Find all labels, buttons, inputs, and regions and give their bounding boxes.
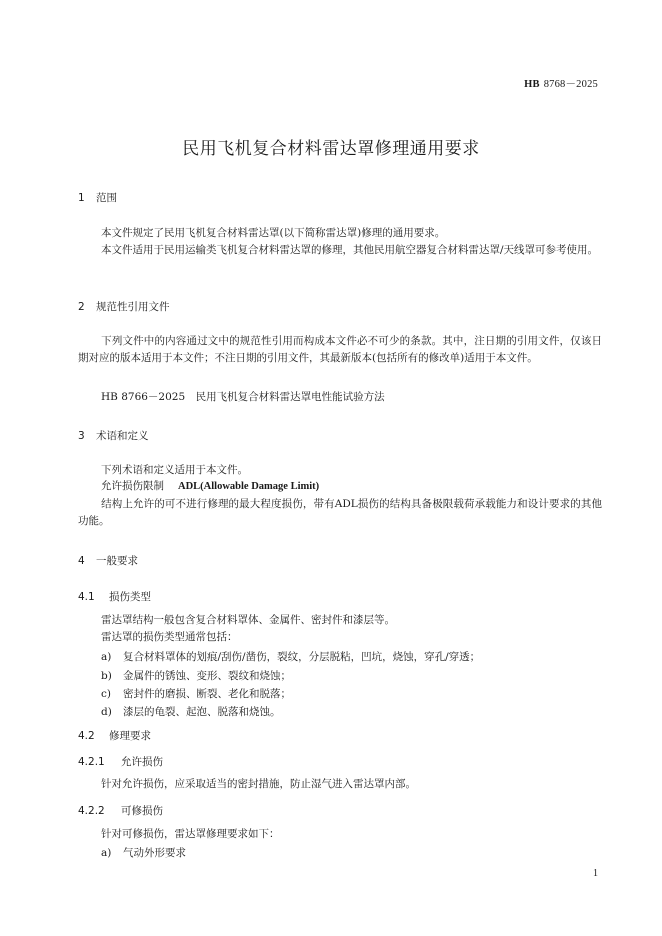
list-item-text: 密封件的磨损、断裂、老化和脱落； <box>123 688 291 700</box>
section-2-heading <box>78 299 170 314</box>
section-2-number: 2 <box>78 301 85 313</box>
section-3-title: 术语和定义 <box>96 430 149 442</box>
list-item-marker: a) <box>101 651 112 663</box>
list-item <box>101 649 480 664</box>
standard-prefix: HB <box>524 79 540 90</box>
page-number: 1 <box>593 868 598 879</box>
section-2-paragraph-1-text: 下列文件中的内容通过文中的规范性引用而构成本文件必不可少的条款。其中，注日期的引用文件，仅该日期对应的版本适用于本文件；不注日期的引用文件，其最新版本(包括所有的修改单)适用于本文件。 <box>78 335 602 364</box>
section-4-1-paragraph-2: 雷达罩的损伤类型通常包括： <box>101 631 238 643</box>
standard-code: 8768－2025 <box>543 79 598 90</box>
section-4-2-title: 修理要求 <box>109 730 151 742</box>
list-item <box>101 704 281 719</box>
section-3-paragraph-1: 下列术语和定义适用于本文件。 <box>101 464 248 476</box>
section-4-title: 一般要求 <box>96 555 138 567</box>
section-4-2-2-number: 4.2.2 <box>78 805 105 817</box>
term-definition <box>78 496 602 530</box>
section-4-number: 4 <box>78 555 85 567</box>
list-item-text: 金属件的锈蚀、变形、裂纹和烧蚀； <box>123 670 291 682</box>
section-2-paragraph-1 <box>78 333 602 367</box>
list-item-marker: a) <box>101 847 112 859</box>
list-item <box>101 686 291 701</box>
list-item-text: 气动外形要求 <box>123 847 186 859</box>
section-4-2-number: 4.2 <box>78 730 95 742</box>
section-4-1-heading <box>78 589 151 604</box>
section-1-paragraph-2-text: 本文件适用于民用运输类飞机复合材料雷达罩的修理，其他民用航空器复合材料雷达罩/天线罩可参考使用。 <box>101 244 599 256</box>
section-1-paragraph-1: 本文件规定了民用飞机复合材料雷达罩(以下简称雷达罩)修理的通用要求。 <box>101 227 446 239</box>
standard-number <box>524 76 598 91</box>
section-4-1-paragraph-1: 雷达罩结构一般包含复合材料罩体、金属件、密封件和漆层等。 <box>101 614 395 626</box>
list-item-text: 复合材料罩体的划痕/刮伤/凿伤，裂纹，分层脱粘，凹坑，烧蚀，穿孔/穿透； <box>123 651 481 663</box>
normative-reference: HB 8766－2025 民用飞机复合材料雷达罩电性能试验方法 <box>101 391 385 403</box>
section-4-1-number: 4.1 <box>78 591 95 603</box>
section-4-2-2-title: 可修损伤 <box>121 805 163 817</box>
term-english: ADL(Allowable Damage Limit) <box>178 481 320 492</box>
section-4-2-1-paragraph: 针对允许损伤，应采取适当的密封措施，防止湿气进入雷达罩内部。 <box>101 778 416 790</box>
section-3-number: 3 <box>78 430 85 442</box>
section-4-2-1-heading <box>78 754 163 769</box>
list-item-marker: c) <box>101 688 111 700</box>
term-chinese: 允许损伤限制 <box>101 480 164 492</box>
section-4-2-2-heading <box>78 803 163 818</box>
section-4-2-heading <box>78 728 151 743</box>
list-item-marker: d) <box>101 706 112 718</box>
section-4-2-1-title: 允许损伤 <box>121 756 163 768</box>
list-item-text: 漆层的龟裂、起泡、脱落和烧蚀。 <box>123 706 281 718</box>
section-2-title: 规范性引用文件 <box>96 301 170 313</box>
term-definition-text: 结构上允许的可不进行修理的最大程度损伤，带有ADL损伤的结构具备极限载荷承载能力和设计要求的其他功能。 <box>78 498 602 527</box>
list-item <box>101 668 291 683</box>
section-4-heading <box>78 553 138 568</box>
section-4-2-1-number: 4.2.1 <box>78 756 105 768</box>
section-1-title: 范围 <box>96 192 117 204</box>
section-3-heading <box>78 428 149 443</box>
list-item <box>101 845 186 860</box>
section-4-2-2-paragraph: 针对可修损伤，雷达罩修理要求如下： <box>101 828 280 840</box>
term-entry <box>101 478 319 493</box>
section-1-heading <box>78 190 117 205</box>
list-item-marker: b) <box>101 670 112 682</box>
section-4-1-title: 损伤类型 <box>109 591 151 603</box>
section-1-number: 1 <box>78 192 85 204</box>
section-1-paragraph-2 <box>78 242 602 259</box>
page-title: 民用飞机复合材料雷达罩修理通用要求 <box>182 139 480 159</box>
